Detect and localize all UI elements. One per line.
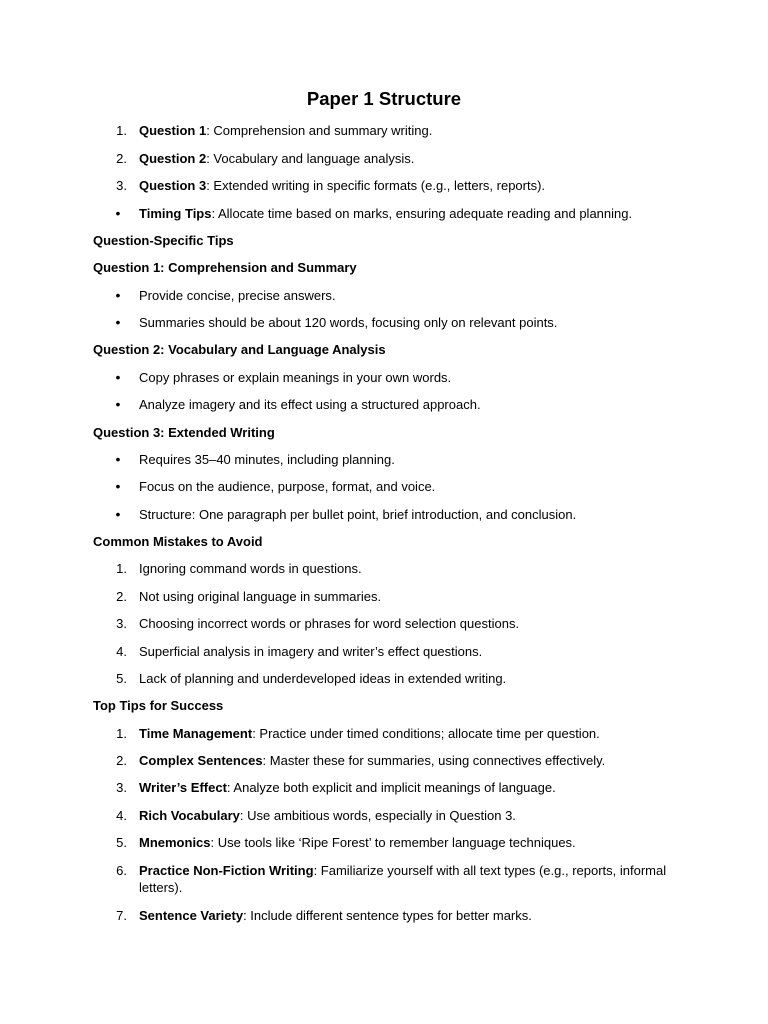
item-term: Practice Non-Fiction Writing	[139, 863, 314, 878]
item-term: Question 2	[139, 151, 207, 166]
section-heading: Question 3: Extended Writing	[93, 425, 275, 440]
list-number: 2.	[116, 151, 127, 166]
section-heading: Question 1: Comprehension and Summary	[93, 260, 357, 275]
list-number: 4.	[116, 644, 127, 659]
list-number: 2.	[116, 753, 127, 768]
item-text: : Extended writing in specific formats (e.g., letters, reports).	[206, 178, 546, 193]
section-heading: Top Tips for Success	[93, 698, 224, 713]
item-text: Summaries should be about 120 words, focusing only on relevant points.	[139, 315, 558, 330]
item-term: Sentence Variety	[139, 908, 244, 923]
bullet-marker: •	[115, 287, 121, 303]
section-heading: Question-Specific Tips	[93, 233, 234, 248]
item-text: : Master these for summaries, using connectives effectively.	[262, 753, 606, 768]
item-term: Rich Vocabulary	[139, 808, 240, 823]
page-title: Paper 1 Structure	[306, 88, 462, 109]
item-text: : Use tools like ‘Ripe Forest’ to remember language techniques.	[210, 835, 576, 850]
item-text: Copy phrases or explain meanings in your own words.	[139, 370, 452, 385]
bullet-marker: •	[115, 369, 121, 385]
list-number: 1.	[116, 123, 127, 138]
item-text: Lack of planning and underdeveloped ideas in extended writing.	[139, 671, 507, 686]
item-term: Question 3	[139, 178, 207, 193]
bullet-marker: •	[115, 314, 121, 330]
item-text: : Vocabulary and language analysis.	[206, 151, 415, 166]
list-number: 4.	[116, 808, 127, 823]
item-text: : Practice under timed conditions; allocate time per question.	[252, 726, 600, 741]
bullet-marker: •	[115, 396, 121, 412]
item-term: Timing Tips	[139, 206, 212, 221]
item-term: Time Management	[139, 726, 253, 741]
section-heading: Common Mistakes to Avoid	[93, 534, 263, 549]
list-number: 5.	[116, 671, 127, 686]
item-text: Provide concise, precise answers.	[139, 288, 336, 303]
item-text: Structure: One paragraph per bullet point, brief introduction, and conclusion.	[139, 507, 577, 522]
list-number: 1.	[116, 726, 127, 741]
list-number: 6.	[116, 863, 127, 878]
item-text: : Allocate time based on marks, ensuring adequate reading and planning.	[211, 206, 633, 221]
bullet-marker: •	[115, 205, 121, 221]
item-term: Complex Sentences	[139, 753, 263, 768]
item-term: Question 1	[139, 123, 207, 138]
item-text: Choosing incorrect words or phrases for word selection questions.	[139, 616, 520, 631]
item-term: Writer’s Effect	[139, 780, 227, 795]
bullet-marker: •	[115, 451, 121, 467]
list-number: 5.	[116, 835, 127, 850]
section-heading: Question 2: Vocabulary and Language Analysis	[93, 342, 386, 357]
list-number: 3.	[116, 780, 127, 795]
item-text: Analyze imagery and its effect using a structured approach.	[139, 397, 481, 412]
list-number: 3.	[116, 178, 127, 193]
item-text: : Comprehension and summary writing.	[206, 123, 433, 138]
item-term: Mnemonics	[139, 835, 211, 850]
item-text: : Analyze both explicit and implicit meanings of language.	[226, 780, 556, 795]
item-text: : Use ambitious words, especially in Question 3.	[239, 808, 516, 823]
list-number: 2.	[116, 589, 127, 604]
item-text: Focus on the audience, purpose, format, and voice.	[139, 479, 436, 494]
item-text: Superficial analysis in imagery and writer’s effect questions.	[139, 644, 483, 659]
item-text: Not using original language in summaries.	[139, 589, 382, 604]
item-text: : Include different sentence types for better marks.	[243, 908, 532, 923]
bullet-marker: •	[115, 506, 121, 522]
item-text: Ignoring command words in questions.	[139, 561, 362, 576]
list-number: 3.	[116, 616, 127, 631]
bullet-marker: •	[115, 478, 121, 494]
item-text: Requires 35–40 minutes, including planning.	[139, 452, 395, 467]
item-text: letters).	[139, 880, 183, 895]
list-number: 1.	[116, 561, 127, 576]
item-text: : Familiarize yourself with all text types (e.g., reports, informal	[313, 863, 667, 878]
list-number: 7.	[116, 908, 127, 923]
